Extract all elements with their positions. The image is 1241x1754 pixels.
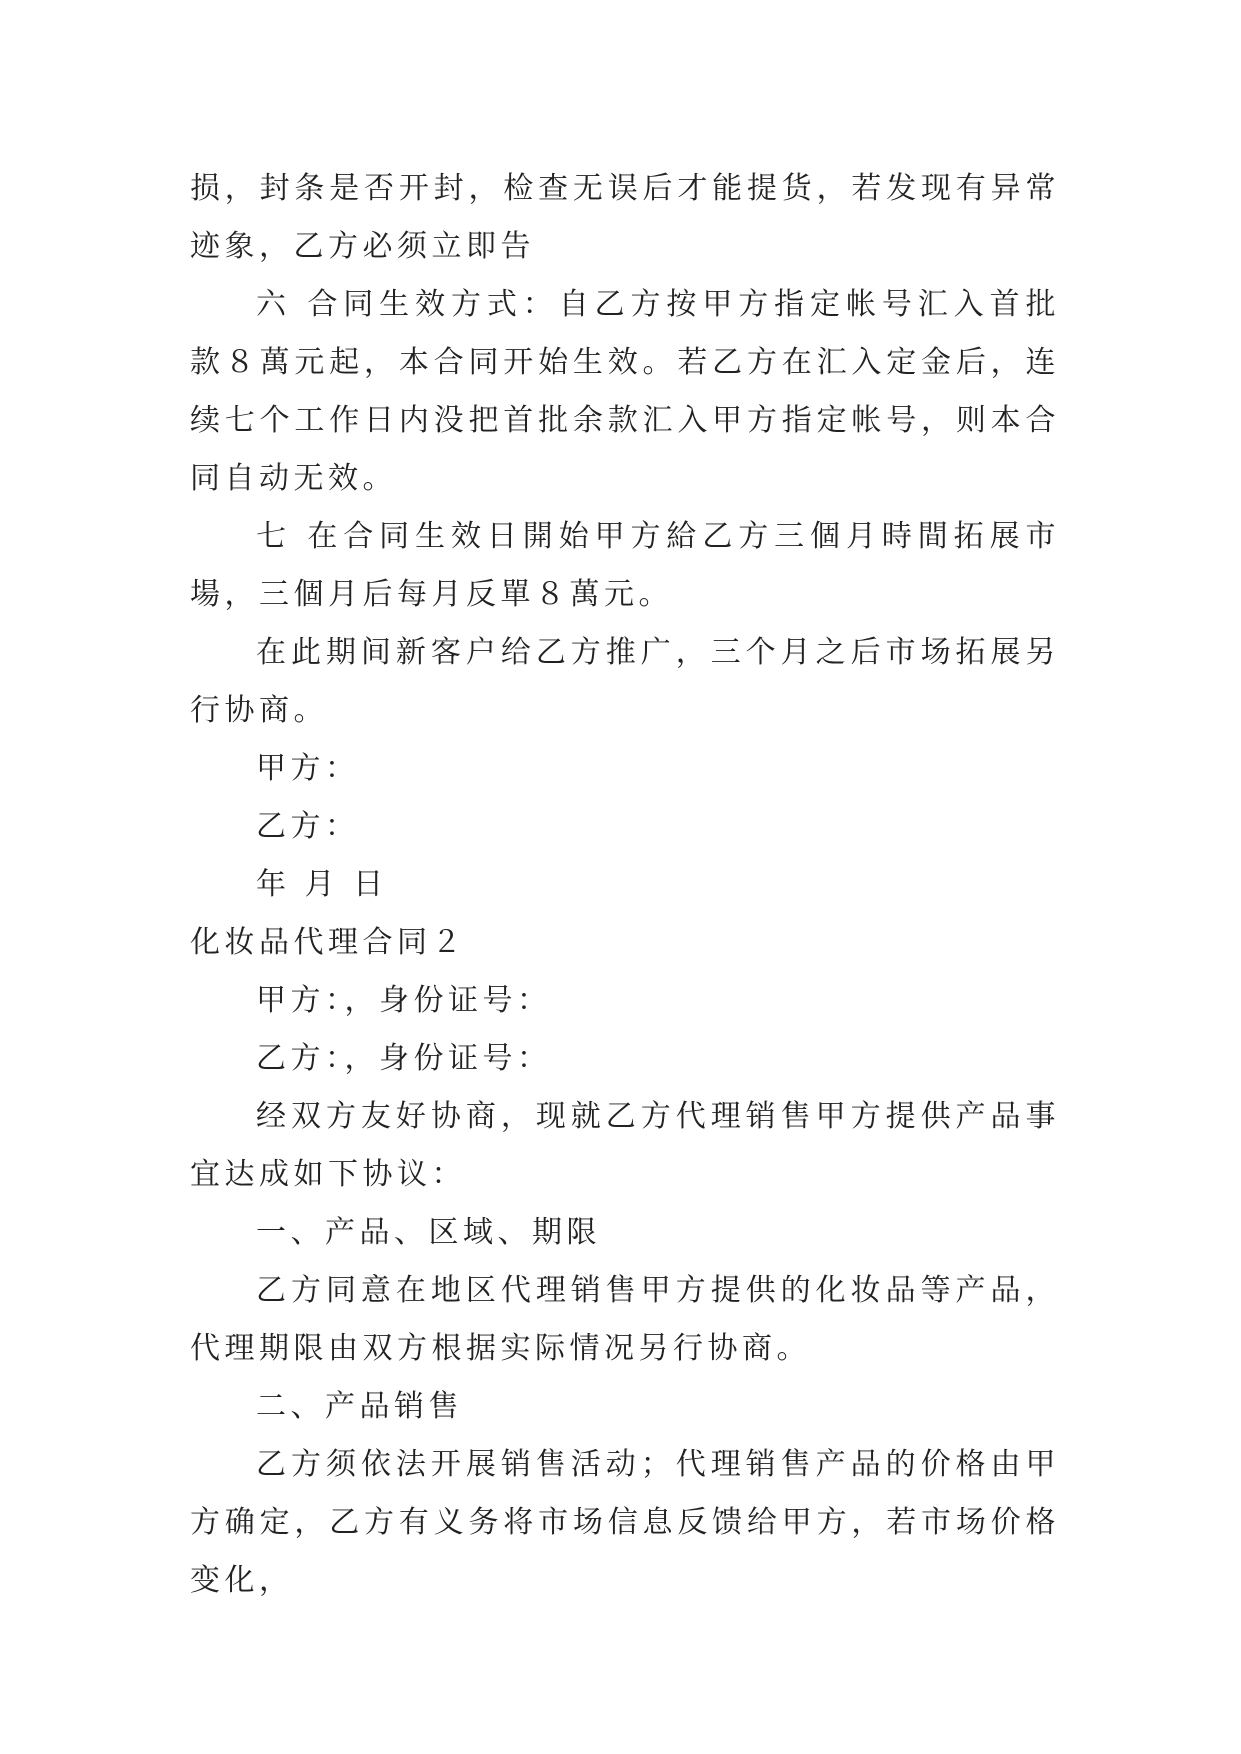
signature-party-b: 乙方： — [256, 809, 360, 844]
paragraph-agency-scope: 乙方同意在地区代理销售甲方提供的化妆品等产品，代理期限由双方根据实际情况另行协商。 — [190, 1273, 1060, 1366]
section-heading-one: 一、产品、区域、期限 — [256, 1215, 601, 1250]
party-a-id: 甲方：，身份证号： — [256, 983, 552, 1018]
section-heading-two: 二、产品销售 — [256, 1389, 463, 1424]
paragraph-promotion: 在此期间新客户给乙方推广，三个月之后市场拓展另行协商。 — [190, 635, 1060, 728]
party-b-id: 乙方：，身份证号： — [256, 1041, 552, 1076]
paragraph-clause-seven: 七 在合同生效日開始甲方給乙方三個月時間拓展市場，三個月后每月反單８萬元。 — [190, 519, 1060, 612]
signature-party-a: 甲方： — [256, 751, 360, 786]
paragraph-preamble: 经双方友好协商，现就乙方代理销售甲方提供产品事宜达成如下协议： — [190, 1099, 1060, 1192]
signature-date: 年 月 日 — [256, 867, 388, 902]
paragraph-sales-terms: 乙方须依法开展销售活动；代理销售产品的价格由甲方确定，乙方有义务将市场信息反馈给甲方，若市场价格变化， — [190, 1447, 1060, 1598]
document-body — [190, 160, 1060, 1610]
paragraph-clause-six: 六 合同生效方式：自乙方按甲方指定帐号汇入首批款８萬元起，本合同开始生效。若乙方在汇入定金后，连续七个工作日内没把首批余款汇入甲方指定帐号，则本合同自动无效。 — [190, 287, 1060, 496]
contract-title: 化妆品代理合同２ — [190, 925, 466, 960]
paragraph-continuation: 损，封条是否开封，检查无误后才能提货，若发现有异常迹象，乙方必须立即告 — [190, 171, 1060, 264]
